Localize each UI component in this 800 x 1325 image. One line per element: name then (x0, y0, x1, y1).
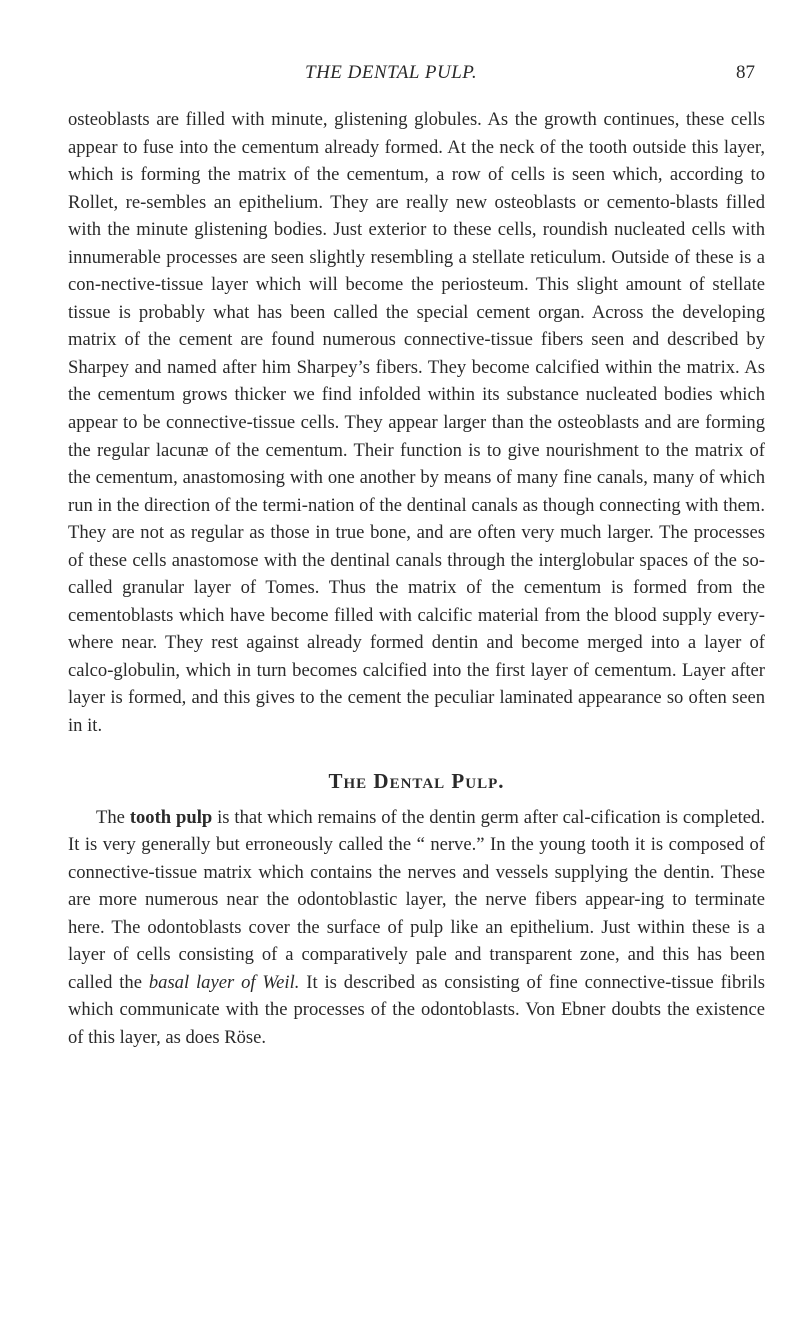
paragraph-cementum: osteoblasts are filled with minute, glistening globules. As the growth continues, these cells appear to fuse into the cementum already formed. At the neck of the tooth outside this layer, which is forming the matrix of the cementum, a row of cells is seen which, according to Rollet, re-sembles an epithelium. They are really new osteoblasts or cemento-blasts filled with the minute glistening bodies. Just exterior to these cells, roundish nucleated cells with innumerable processes are seen slightly resembling a stellate reticulum. Outside of these is a con-nective-tissue layer which will become the periosteum. This slight amount of stellate tissue is probably what has been called the special cement organ. Across the developing matrix of the cement are found numerous connective-tissue fibers seen and described by Sharpey and named after him Sharpey’s fibers. They become calcified within the matrix. As the cementum grows thicker we find infolded within its substance nucleated bodies which appear to be connective-tissue cells. They appear larger than the osteoblasts and are forming the regular lacunæ of the cementum. Their function is to give nourishment to the matrix of the cementum, anastomosing with one another by means of many fine canals, many of which run in the direction of the termi-nation of the dentinal canals as though connecting with them. They are not as regular as those in true bone, and are often very much larger. The processes of these cells anastomose with the dentinal canals through the interglobular spaces of the so-called granular layer of Tomes. Thus the matrix of the cementum is formed from the cementoblasts which have become filled with calcific material from the blood supply every-where near. They rest against already formed dentin and become merged into a layer of calco-globulin, which in turn becomes calcified into the first layer of cementum. Layer after layer is formed, and this gives to the cement the peculiar laminated appearance so often seen in it. (68, 109, 765, 737)
paragraph-start: The (96, 806, 130, 828)
running-title: THE DENTAL PULP. (305, 62, 478, 83)
paragraph-middle: is that which remains of the dentin germ after cal-cification is completed. It is very generally but erroneously called the “ nerve.” In the young tooth it is composed of connective-tissue matrix which contains the nerves and vessels supplying the dentin. These are more numerous near the odontoblastic layer, the nerve fibers appear-ing to terminate here. The odontoblasts cover the surface of pulp like an epithelium. Just within these is a layer of cells consisting of a comparatively pale and transparent zone, and this has been called the (68, 806, 766, 993)
term-tooth-pulp: tooth pulp (129, 806, 213, 828)
page-number: 87 (736, 62, 755, 83)
body-text (68, 106, 765, 1052)
section-heading: The Dental Pulp. (328, 768, 505, 793)
term-basal-layer: basal layer of Weil. (148, 971, 300, 993)
paragraph-end: It is described as consisting of fine connective-tissue fibrils which communicate with the processes of the odontoblasts. Von Ebner doubts the existence of this layer, as does Röse. (68, 971, 766, 1048)
paragraph-dental-pulp (68, 804, 765, 1052)
running-head (0, 62, 800, 88)
